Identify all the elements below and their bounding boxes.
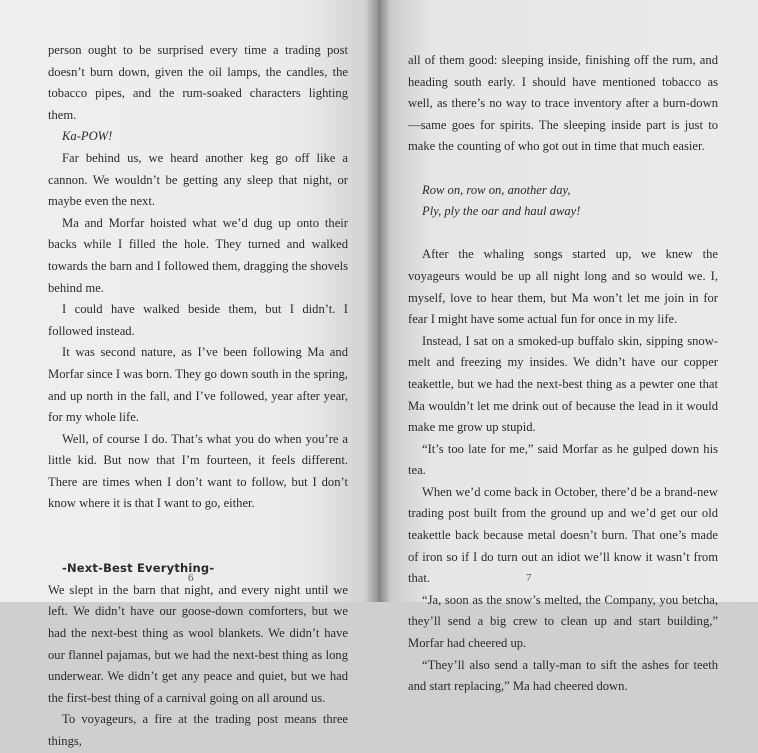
paragraph: person ought to be surprised every time a trading post doesn’t burn down, given the oil lamps, the candles, the tobacco pipes, and the rum-soaked characters lighting them. (48, 43, 348, 122)
paragraph: I could have walked beside them, but I didn’t. I followed instead. (48, 302, 348, 338)
verse-line: Ply, ply the oar and haul away! (422, 204, 581, 219)
paragraph: We slept in the barn that night, and every night until we left. We didn’t have our goose-down comforters, but we had the next-best thing as wool blankets. We didn’t have our flannel pajamas, but we had the next-best thing as long underwear. We didn’t get any peace and quiet, but we had the first-best thing of a carnival going on all around us. (48, 582, 348, 705)
paragraph: It was second nature, as I’ve been following Ma and Morfar since I was born. They go down south in the spring, and up north in the fall, and I’ve followed, year after year, for my whole life. (48, 345, 348, 425)
paragraph: Ka-POW! (62, 129, 113, 144)
right-page-text (408, 50, 718, 698)
paragraph: To voyageurs, a fire at the trading post means three things, (48, 712, 348, 748)
page-number: 6 (188, 572, 194, 584)
page-number: 7 (526, 572, 532, 584)
paragraph: “It’s too late for me,” said Morfar as he gulped down his tea. (408, 441, 718, 478)
paragraph: Ma and Morfar hoisted what we’d dug up onto their backs while I filled the hole. They turned and walked towards the barn and I followed them, dragging the shovels behind me. (48, 215, 348, 295)
right-page (378, 0, 758, 694)
left-page-text (48, 40, 348, 753)
left-page (0, 0, 378, 748)
paragraph: After the whaling songs started up, we knew the voyageurs would be up all night long and so would we. I, myself, love to hear them, but Ma won’t let me join in for fear I might have some actual fun for once in my life. (408, 247, 718, 327)
paragraph: Instead, I sat on a smoked-up buffalo skin, sipping snow-melt and freezing my insides. We didn’t have our copper teakettle, but we had the next-best thing as a pewter one that Ma wouldn’t let me drink out of because the lead in it would make me grow up stupid. (408, 333, 718, 435)
paragraph: “Ja, soon as the snow’s melted, the Company, you betcha, they’ll send a big crew to clean up and start building,” Morfar had cheered up. (408, 592, 718, 651)
section-break (48, 537, 348, 559)
paragraph: When we’d come back in October, there’d be a brand-new trading post built from the ground up and we’d get our old teakettle back because metal doesn’t burn. That one’s made of iron so if I do turn out an idiot we’ll know it wasn’t from that. (408, 484, 718, 586)
section-break (48, 515, 348, 537)
verse-spacer (408, 223, 718, 245)
book-gutter-shadow (366, 0, 390, 602)
verse-spacer (408, 158, 718, 180)
paragraph: Well, of course I do. That’s what you do when you’re a little kid. But now that I’m fourteen, it feels different. There are times when I don’t want to follow, but I don’t know where it is that I want to go, either. (48, 431, 348, 511)
paragraph: Far behind us, we heard another keg go off like a cannon. We wouldn’t be getting any sleep that night, or maybe even the next. (48, 150, 348, 209)
verse-line: Row on, row on, another day, (422, 182, 571, 197)
section-heading: -Next-Best Everything- (62, 561, 215, 576)
paragraph: all of them good: sleeping inside, finishing off the rum, and heading south early. I should have mentioned tobacco as well, as there’s no way to trace inventory after a burn-down—same goes for spirits. The sleeping inside part is just to make the counting of who got out in time that much easier. (408, 53, 718, 154)
paragraph: “They’ll also send a tally-man to sift the ashes for teeth and start replacing,” Ma had cheered down. (408, 657, 718, 694)
